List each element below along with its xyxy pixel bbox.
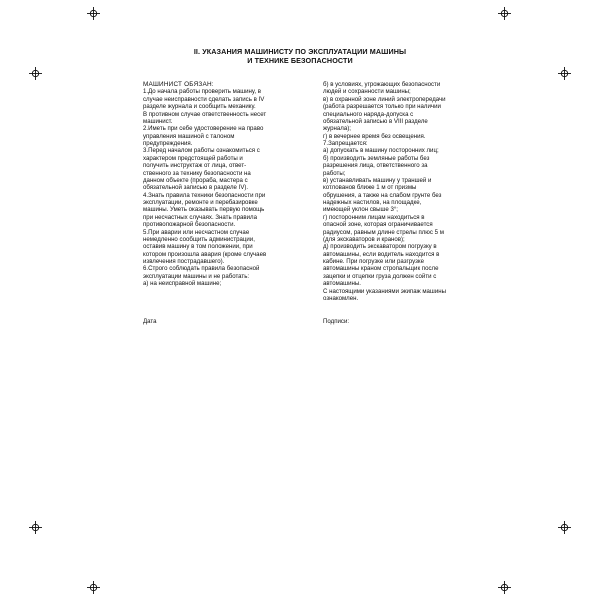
section-title-line-2: И ТЕХНИКЕ БЕЗОПАСНОСТИ [247,56,353,65]
text-line: автомашины краном стропальщик после [323,265,439,273]
text-line: получить инструктаж от лица, ответ- [143,162,247,170]
text-line: В противном случае ответственность несет [143,110,267,118]
text-line: С настоящими указаниями экипаж машины [323,287,446,295]
text-line: работы; [323,169,346,177]
text-line: разрешения лица, ответственного за [323,162,428,170]
registration-mark-bottom-left-2 [29,521,42,534]
registration-mark-top-right-2 [558,67,571,80]
text-line: г) в вечернее время без освещения. [323,132,426,140]
text-line: ственного за технику безопасности на [143,169,251,177]
text-line: управления машиной с талоном [143,132,235,140]
text-line: г) посторонним лицам находиться в [323,213,425,221]
text-line: автомашины, если водитель находится в [323,250,440,258]
text-line: эксплуатации машины и не работать: [143,272,250,280]
text-line: 2.Иметь при себе удостоверение на право [143,125,264,133]
text-line: б) производить земляные работы без [323,154,430,162]
text-line: радиусом, равным длине стрелы плюс 5 м [323,228,444,236]
text-line: машинист. [143,117,173,125]
left-column [143,81,279,288]
text-line: при несчастных случаях. Знать правила [143,213,257,221]
text-line: людей и сохранности машины; [323,88,411,96]
crosshair-icon [558,67,571,80]
text-line: 7.Запрещается: [323,140,368,147]
right-column [323,81,456,302]
text-line: обязательной записью в разделе IV). [143,184,249,192]
left-column-heading: МАШИНИСТ ОБЯЗАН: [143,81,214,88]
crosshair-icon [498,7,511,20]
text-line: а) допускать в машину посторонних лиц; [323,147,439,155]
crosshair-icon [87,7,100,20]
text-line: машины. Уметь оказывать первую помощь [143,206,265,214]
text-line: оставив машину в том положении, при [143,243,253,251]
text-line: противопожарной безопасности. [143,221,236,229]
text-line: журнала); [323,125,351,133]
text-line: данном объекте (прораба, мастера с [143,176,248,184]
registration-mark-top-right [498,7,511,20]
signatures-label: Подписи: [323,318,350,325]
text-line: (работа разрешается только при наличии [323,103,441,111]
text-line: обрушения, а также на слабом грунте без [323,191,442,199]
text-line: ознакомлен. [323,294,359,302]
crosshair-icon [87,581,100,594]
crosshair-icon [558,521,571,534]
text-line: в) устанавливать машину у траншей и [323,176,432,184]
registration-mark-top-left-2 [29,67,42,80]
registration-mark-top-left [87,7,100,20]
crosshair-icon [29,521,42,534]
text-line: а) на неисправной машине; [143,280,222,288]
crosshair-icon [29,67,42,80]
text-line: специального наряда-допуска с [323,110,414,118]
text-line: 3.Перед началом работы ознакомиться с [143,147,260,155]
text-line: котлованов ближе 1 м от призмы [323,184,417,192]
section-title [150,47,450,65]
registration-mark-bottom-right [498,581,511,594]
text-line: д) производить экскаватором погрузку в [323,243,437,251]
text-line: случае неисправности сделать запись в IV [143,95,265,103]
registration-mark-bottom-left [87,581,100,594]
text-line: разделе журнала и сообщить механику. [143,103,256,111]
right-column-lines [323,81,456,302]
crosshair-icon [498,581,511,594]
text-line: 6.Строго соблюдать правила безопасной [143,265,260,273]
text-line: немедленно сообщить администрации, [143,235,255,243]
date-label: Дата [143,318,157,325]
text-line: зацепки и отцепки груза должен сойти с [323,272,437,280]
text-line: (для экскаваторов и кранов); [323,235,405,243]
text-line: в) в охранной зоне линий электропередачи [323,95,446,103]
section-title-line-1: II. УКАЗАНИЯ МАШИНИСТУ ПО ЭКСПЛУАТАЦИИ МАШИНЫ [193,47,407,56]
text-line: кабине. При погрузке или разгрузке [323,258,425,265]
text-line: обязательной записью в VIII разделе [323,117,428,125]
text-line: 1.До начала работы проверить машину, в [143,88,261,96]
left-column-lines [143,88,279,287]
text-line: 4.Знать правила техники безопасности при [143,191,266,199]
text-line: б) в условиях, угрожающих безопасности [323,81,441,88]
text-line: 5.При аварии или несчастном случае [143,228,250,236]
registration-mark-bottom-right-2 [558,521,571,534]
text-line: характером предстоящей работы и [143,154,243,162]
text-line: надежных настилов, на площадке, [323,199,422,206]
text-line: предупреждения. [143,140,193,147]
text-line: опасной зоне, которая ограничивается [323,221,433,229]
text-line: имеющей уклон свыше 3°; [323,206,398,214]
text-line: автомашины. [323,280,361,288]
text-line: котором произошла авария (кроме случаев [143,250,267,258]
text-line: извлечения пострадавшего). [143,258,225,265]
text-line: эксплуатации, ремонте и перебазировке [143,199,258,206]
